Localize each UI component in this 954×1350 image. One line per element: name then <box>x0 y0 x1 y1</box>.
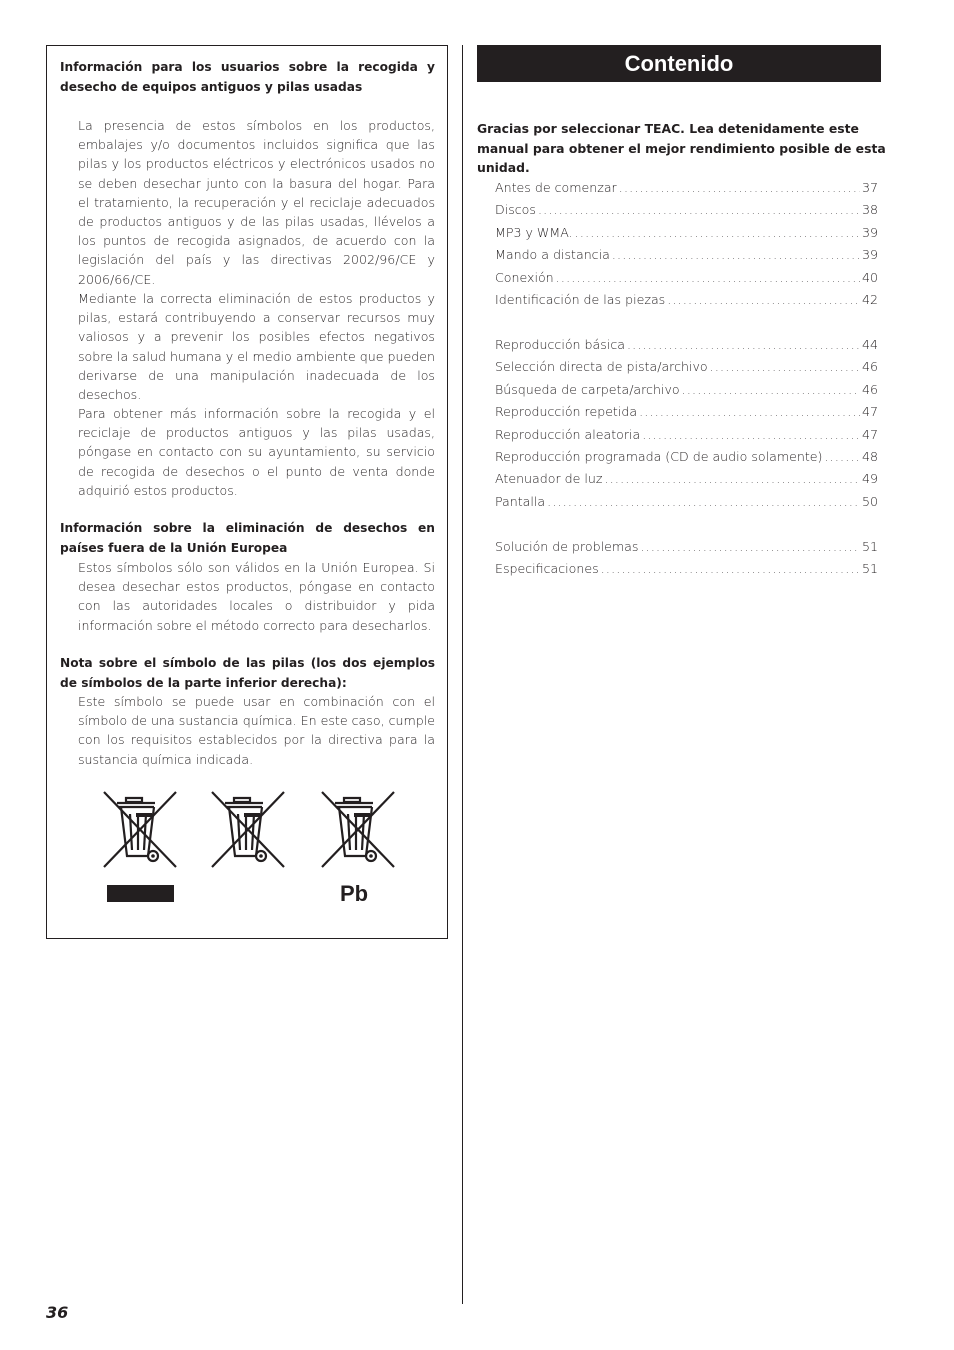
paragraph-collection-1: La presencia de estos símbolos en los productos, embalajes y/o documentos incluidos significa que las pilas y los productos eléctricos y electrónicos usados no se deben desechar junto con la basura del hogar. Para el tratamiento, la recuperación y el reciclaje adecuados de productos antiguos y de las pilas usadas, llévelos a los puntos de recogida asignados, de acuerdo con la legislación del país y las directivas 2002/96/CE y 2006/66/CE. <box>78 118 435 287</box>
toc-entry[interactable]: Búsqueda de carpeta/archivo ..... 46 <box>495 382 878 404</box>
section-title-battery-note: Nota sobre el símbolo de las pilas (los dos ejemplos de símbolos de la parte inferior derecha): <box>60 656 435 690</box>
toc-entry[interactable]: Selección directa de pista/archivo ..... 46 <box>495 359 878 381</box>
chemical-symbol-label: Pb <box>340 881 369 906</box>
toc-entry[interactable]: Reproducción programada (CD de audio solamente) ..... 48 <box>495 449 878 471</box>
page-title: Contenido <box>477 45 881 82</box>
paragraph-non-eu: Estos símbolos sólo son válidos en la Unión Europea. Si desea desechar estos productos, póngase en contacto con las autoridades locales o distribuidor y pida información sobre el método correcto para desecharlos. <box>78 560 435 633</box>
toc-entry[interactable]: MP3 y WMA. ..... 39 <box>495 225 878 247</box>
toc-group-2 <box>495 337 878 516</box>
toc-group-3 <box>495 539 878 584</box>
toc-entry[interactable]: Reproducción básica ..... 44 <box>495 337 878 359</box>
paragraph-collection-3: Para obtener más información sobre la recogida y el reciclaje de productos antiguos y las pilas usadas, póngase en contacto con su ayuntamiento, su servicio de recogida de desechos o el punto de venta donde adquirió estos productos. <box>78 406 435 498</box>
toc-entry[interactable]: Reproducción aleatoria ..... 47 <box>495 427 878 449</box>
page-number: 36 <box>46 1303 69 1322</box>
black-bar-marking <box>107 885 174 902</box>
toc-entry[interactable]: Pantalla ..... 50 <box>495 494 878 516</box>
crossed-bin-icon <box>210 790 286 870</box>
section-title-non-eu: Información sobre la eliminación de desechos en países fuera de la Unión Europea <box>60 521 435 555</box>
paragraph-battery-note: Este símbolo se puede usar en combinación con el símbolo de una sustancia química. En este caso, cumple con los requisitos establecidos por la directiva para la sustancia química indicada. <box>78 694 435 767</box>
toc-entry[interactable]: Antes de comenzar ..... 37 <box>495 180 878 202</box>
toc-entry[interactable]: Discos ..... 38 <box>495 202 878 224</box>
crossed-bin-icon <box>320 790 396 870</box>
column-divider <box>462 45 463 1304</box>
toc-entry[interactable]: Atenuador de luz ..... 49 <box>495 471 878 493</box>
crossed-bin-icon <box>102 790 178 870</box>
toc-entry[interactable]: Mando a distancia ..... 39 <box>495 247 878 269</box>
intro-text: Gracias por seleccionar TEAC. Lea detenidamente este manual para obtener el mejor rendimiento posible de esta unidad. <box>477 121 886 175</box>
toc-entry[interactable]: Solución de problemas ..... 51 <box>495 539 878 561</box>
toc-entry[interactable]: Conexión ..... 40 <box>495 270 878 292</box>
toc-group-1 <box>495 180 878 314</box>
section-title-collection: Información para los usuarios sobre la recogida y desecho de equipos antiguos y pilas usadas <box>60 60 435 94</box>
toc-entry[interactable]: Reproducción repetida ..... 47 <box>495 404 878 426</box>
toc-entry[interactable]: Especificaciones ..... 51 <box>495 561 878 583</box>
toc-entry[interactable]: Identificación de las piezas ..... 42 <box>495 292 878 314</box>
paragraph-collection-2: Mediante la correcta eliminación de estos productos y pilas, estará contribuyendo a conservar recursos muy valiosos y a prevenir los posibles efectos negativos sobre la salud humana y el medio ambiente que pueden derivarse de una manipulación inadecuada de los desechos. <box>78 291 435 403</box>
